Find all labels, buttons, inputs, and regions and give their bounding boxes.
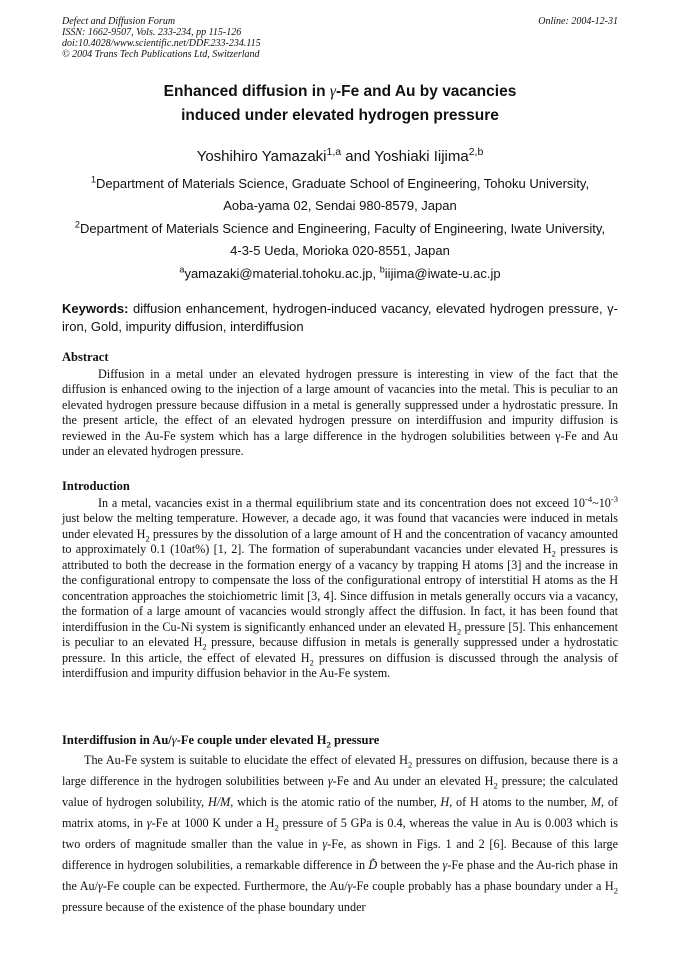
introduction-heading: Introduction bbox=[62, 479, 130, 493]
introduction-section bbox=[62, 479, 618, 682]
interdiffusion-text: The Au-Fe system is suitable to elucidate the effect of elevated $H_2$ pressures on diffusion, because there is a large difference in the hydrogen solubilities between γ-Fe and Au under an elevated $H_2$ pressure; the calculated value of hydrogen solubility, H/M, which is the atomic ratio of the number, H, of H atoms to the number, M, of matrix atoms, in γ-Fe at 1000 K under a $H_2$ pressure of 5 GPa is 0.4, whereas the value in Au is 0.003 which is two orders of magnitude smaller than the value in γ-Fe, as shown in Figs. 1 and 2 [6]. Because of this large difference in hydrogen solubilities, a remarkable difference in D̃ between the γ-Fe phase and the Au-rich phase in the Au/γ-Fe couple can be expected. Furthermore, the Au/γ-Fe couple probably has a phase boundary under a $H_2$ pressure because of the existence of the phase boundary under bbox=[62, 752, 619, 914]
author-2: Yoshiaki Iijima bbox=[374, 148, 469, 165]
keywords-text: diffusion enhancement, hydrogen-induced vacancy, elevated hydrogen pressure, γ-iron, Gold, impurity diffusion, interdiffusion bbox=[62, 301, 618, 334]
interdiffusion-section bbox=[62, 733, 618, 918]
journal-name: Defect and Diffusion Forum bbox=[62, 16, 176, 27]
author-1: Yoshihiro Yamazaki bbox=[196, 148, 327, 165]
abstract-section bbox=[62, 350, 618, 460]
paper-title bbox=[62, 80, 618, 128]
title-line-1: Enhanced diffusion in γ-Fe and Au by vacancies bbox=[163, 83, 517, 100]
gamma-symbol: γ bbox=[171, 733, 177, 747]
keywords-label: Keywords: bbox=[62, 301, 129, 316]
interdiffusion-heading: Interdiffusion in Au/γ-Fe couple under elevated $H_2$ pressure bbox=[62, 733, 380, 750]
journal-issn: ISSN: 1662-9507, Vols. 233-234, pp 115-126 bbox=[62, 27, 242, 38]
online-date: Online: 2004-12-31 bbox=[538, 16, 618, 27]
journal-copyright: © 2004 Trans Tech Publications Ltd, Switzerland bbox=[62, 49, 260, 60]
email-b: iijima@iwate-u.ac.jp bbox=[384, 266, 501, 281]
affiliation-1: $^1$Department of Materials Science, Graduate School of Engineering, Tohoku University, Aoba-yama 02, Sendai 980-8579, Japan bbox=[90, 174, 590, 213]
author-list: Yoshihiro Yamazaki$^{1,a}$ and Yoshiaki Iijima$^{2,b}$ bbox=[196, 146, 484, 165]
abstract-heading: Abstract bbox=[62, 350, 109, 364]
affiliation-2: $^2$Department of Materials Science and Engineering, Faculty of Engineering, Iwate University, 4-3-5 Ueda, Morioka 020-8551, Japan bbox=[74, 219, 606, 258]
keywords bbox=[62, 300, 618, 336]
abstract-text: Diffusion in a metal under an elevated hydrogen pressure is interesting in view of the fact that the diffusion is enhanced owing to the injection of a large amount of vacancies into the metal. This is peculiar to an elevated hydrogen pressure because diffusion in a metal is generally suppressed under a hydrostatic pressure. In the present article, the effect of an elevated hydrogen pressure on interdiffusion and impurity diffusion is reviewed in the Au-Fe system which has a large difference in the hydrogen solubilities between γ-Fe and Au under an elevated hydrogen pressure. bbox=[62, 366, 618, 458]
email-addresses: $^a$yamazaki@material.tohoku.ac.jp, $^b$iijima@iwate-u.ac.jp bbox=[179, 264, 501, 281]
gamma-symbol: γ bbox=[329, 83, 336, 100]
title-line-2: induced under elevated hydrogen pressure bbox=[181, 107, 499, 124]
journal-doi: doi:10.4028/www.scientific.net/DDF.233-234.115 bbox=[62, 38, 261, 49]
email-a: yamazaki@material.tohoku.ac.jp, bbox=[184, 266, 380, 281]
introduction-text: In a metal, vacancies exist in a thermal equilibrium state and its concentration does not exceed $10^{-4}\sim 10^{-3}$ just below the melting temperature. However, a decade ago, it was found that vacancies were induced in metals under elevated $H_2$ pressures by the dissolution of a large amount of H and the concentration of vacancy amounted to approximately 0.1 (10at%) [1, 2]. The formation of superabundant vacancies under elevated $H_2$ pressures is attributed to both the decrease in the formation energy of a vacancy by trapping H atoms [3] and the increase in the configurational entropy to compensate the loss of the configurational entropy of interstitial H atoms as the H concentration approaches the stoichiometric limit [3, 4]. Since diffusion in metals generally occurs via a vacancy, the formation of a large amount of vacancies would strongly affect the diffusion. In fact, it has been found that interdiffusion in the Cu-Ni system is significantly enhanced under an elevated $H_2$ pressure [5]. This enhancement is peculiar to an elevated $H_2$ pressure, because diffusion in metals is generally suppressed under a hydrostatic pressure. In this article, the effect of elevated $H_2$ pressures on diffusion is discussed through the analysis of interdiffusion and impurity diffusion behavior in the Au-Fe system. bbox=[62, 493, 619, 680]
journal-header bbox=[62, 16, 618, 60]
